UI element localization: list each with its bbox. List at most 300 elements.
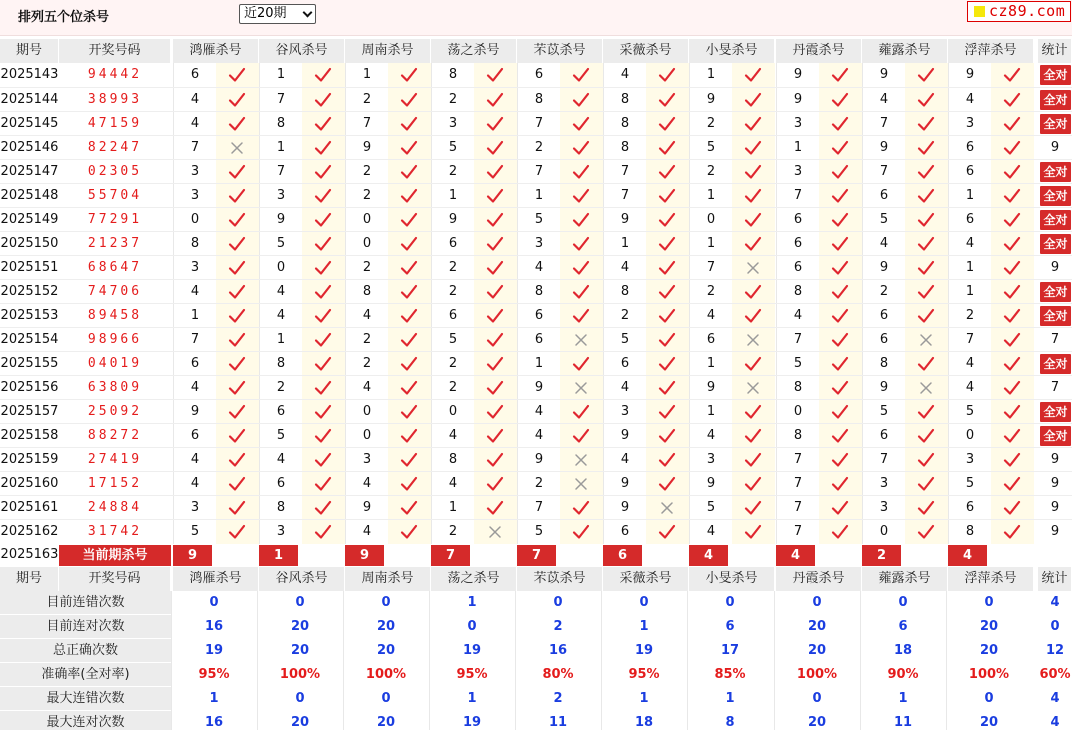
check-icon [831, 91, 849, 109]
result-mark [991, 304, 1034, 328]
kill-number: 8 [776, 376, 819, 400]
cross-icon [572, 475, 590, 493]
check-icon [658, 259, 676, 277]
check-icon [314, 451, 332, 469]
check-icon [400, 523, 418, 541]
col-header-method: 浮萍杀号 [948, 39, 1034, 63]
check-icon [831, 235, 849, 253]
check-icon [744, 187, 762, 205]
stats-value: 17 [720, 643, 740, 658]
check-icon [572, 307, 590, 325]
check-icon [400, 355, 418, 373]
stats-value: 0 [639, 595, 649, 610]
result-mark [560, 400, 603, 424]
check-icon [917, 259, 935, 277]
check-icon [744, 235, 762, 253]
check-icon [658, 451, 676, 469]
check-icon [658, 163, 676, 181]
check-icon [228, 355, 246, 373]
result-mark [216, 184, 259, 208]
check-icon [572, 115, 590, 133]
result-mark [819, 256, 862, 280]
result-mark [474, 280, 517, 304]
cross-icon [658, 499, 676, 517]
draw-number: 25092 [87, 404, 143, 419]
stats-label: 最大连对次数 [0, 711, 171, 730]
check-icon [658, 91, 676, 109]
stats-value: 20 [290, 619, 310, 634]
column-divider [515, 663, 516, 687]
issue-number: 2025154 [0, 332, 59, 347]
result-mark [819, 400, 862, 424]
column-divider [171, 591, 172, 615]
result-mark [388, 328, 431, 352]
kill-number: 9 [603, 424, 646, 448]
column-divider [601, 639, 602, 663]
check-icon [917, 139, 935, 157]
check-icon [1003, 66, 1021, 84]
result-mark [991, 136, 1034, 160]
draw-number: 98966 [87, 332, 143, 347]
stats-value: 20 [979, 715, 999, 730]
table-row [0, 159, 1072, 183]
result-mark [474, 136, 517, 160]
kill-number: 1 [259, 136, 302, 160]
check-icon [486, 235, 504, 253]
check-icon [400, 259, 418, 277]
result-mark [991, 424, 1034, 448]
check-icon [228, 283, 246, 301]
result-mark [560, 256, 603, 280]
result-mark [388, 376, 431, 400]
kill-number: 6 [948, 208, 991, 232]
result-mark [905, 232, 948, 256]
result-mark [905, 112, 948, 136]
check-icon [917, 355, 935, 373]
stats-value: 20 [807, 643, 827, 658]
check-icon [228, 403, 246, 421]
result-mark [560, 424, 603, 448]
kill-number: 0 [948, 424, 991, 448]
kill-number: 4 [948, 352, 991, 376]
result-mark [819, 208, 862, 232]
result-mark [819, 280, 862, 304]
stats-value: 100% [279, 667, 321, 682]
result-mark [560, 88, 603, 112]
issue-number: 2025150 [0, 236, 59, 251]
kill-number: 4 [948, 232, 991, 256]
stats-value: 1 [467, 595, 477, 610]
kill-number: 3 [689, 448, 732, 472]
result-mark [388, 496, 431, 520]
check-icon [486, 283, 504, 301]
kill-number: 0 [689, 208, 732, 232]
kill-number: 3 [862, 496, 905, 520]
check-icon [228, 187, 246, 205]
draw-number: 88272 [87, 428, 143, 443]
result-mark [216, 256, 259, 280]
cross-icon [486, 523, 504, 541]
kill-number: 0 [259, 256, 302, 280]
result-mark [905, 184, 948, 208]
kill-number: 0 [431, 400, 474, 424]
check-icon [314, 211, 332, 229]
result-mark [216, 376, 259, 400]
check-icon [314, 235, 332, 253]
result-mark [560, 136, 603, 160]
kill-number: 9 [345, 136, 388, 160]
result-mark [474, 208, 517, 232]
all-correct-badge: 全对 [1040, 426, 1071, 446]
result-mark [560, 472, 603, 496]
kill-number: 8 [259, 496, 302, 520]
result-mark [905, 328, 948, 352]
kill-number: 5 [259, 424, 302, 448]
stats-value: 0 [984, 691, 994, 706]
kill-number: 9 [776, 88, 819, 112]
check-icon [744, 66, 762, 84]
col-header-issue: 期号 [0, 567, 59, 591]
col-header-stat: 统计 [1038, 39, 1072, 63]
column-divider [171, 639, 172, 663]
stats-value: 20 [376, 643, 396, 658]
kill-number: 0 [345, 208, 388, 232]
check-icon [486, 163, 504, 181]
check-icon [572, 66, 590, 84]
stats-value: 2 [553, 619, 563, 634]
result-mark [302, 112, 345, 136]
table-row [0, 327, 1072, 351]
result-mark [302, 328, 345, 352]
kill-number: 0 [776, 400, 819, 424]
check-icon [572, 427, 590, 445]
kill-number: 6 [173, 63, 216, 87]
kill-number: 1 [776, 136, 819, 160]
table-row [0, 447, 1072, 471]
check-icon [658, 187, 676, 205]
stats-value: 95% [628, 667, 660, 682]
result-mark [388, 136, 431, 160]
check-icon [831, 427, 849, 445]
result-mark [646, 63, 689, 87]
result-mark [905, 256, 948, 280]
draw-number: 89458 [87, 308, 143, 323]
result-mark [819, 304, 862, 328]
result-mark [646, 424, 689, 448]
check-icon [917, 235, 935, 253]
result-mark [216, 496, 259, 520]
top-bar [0, 0, 1072, 36]
result-mark [991, 232, 1034, 256]
kill-number: 6 [431, 232, 474, 256]
stats-value: 20 [376, 619, 396, 634]
kill-number: 1 [517, 184, 560, 208]
check-icon [486, 403, 504, 421]
check-icon [831, 163, 849, 181]
col-header-method: 周南杀号 [345, 39, 431, 63]
result-mark [388, 472, 431, 496]
result-mark [991, 256, 1034, 280]
result-mark [302, 352, 345, 376]
kill-number: 6 [689, 328, 732, 352]
check-icon [1003, 259, 1021, 277]
result-mark [646, 472, 689, 496]
result-mark [732, 88, 775, 112]
check-icon [658, 211, 676, 229]
result-mark [302, 520, 345, 544]
table-row [0, 183, 1072, 207]
col-header-method: 丹霞杀号 [776, 39, 862, 63]
kill-number: 4 [173, 280, 216, 304]
check-icon [572, 283, 590, 301]
result-mark [560, 112, 603, 136]
column-divider [429, 687, 430, 711]
check-icon [400, 307, 418, 325]
result-mark [646, 280, 689, 304]
kill-number: 7 [259, 160, 302, 184]
check-icon [658, 331, 676, 349]
result-mark [302, 472, 345, 496]
table-row [0, 87, 1072, 111]
column-divider [860, 687, 861, 711]
result-mark [216, 63, 259, 87]
kill-number: 1 [431, 184, 474, 208]
kill-number: 3 [517, 232, 560, 256]
column-divider [257, 615, 258, 639]
kill-number: 7 [776, 448, 819, 472]
check-icon [228, 115, 246, 133]
kill-number: 6 [948, 160, 991, 184]
check-icon [314, 139, 332, 157]
result-mark [474, 160, 517, 184]
kill-number: 3 [173, 160, 216, 184]
col-header-method: 周南杀号 [345, 567, 431, 591]
kill-number: 4 [517, 424, 560, 448]
result-mark [388, 304, 431, 328]
result-mark [732, 208, 775, 232]
kill-number: 6 [776, 256, 819, 280]
result-mark [732, 472, 775, 496]
kill-number: 1 [689, 352, 732, 376]
table-row [0, 423, 1072, 447]
result-mark [819, 424, 862, 448]
check-icon [658, 379, 676, 397]
stats-value: 1 [209, 691, 219, 706]
stats-row [0, 639, 1072, 663]
kill-number: 4 [862, 88, 905, 112]
kill-number: 8 [517, 280, 560, 304]
draw-number: 55704 [87, 188, 143, 203]
site-logo[interactable] [967, 1, 1071, 22]
check-icon [486, 259, 504, 277]
kill-number: 7 [776, 328, 819, 352]
check-icon [744, 451, 762, 469]
check-icon [658, 427, 676, 445]
check-icon [744, 115, 762, 133]
check-icon [658, 307, 676, 325]
column-divider [860, 591, 861, 615]
table-row [0, 495, 1072, 519]
col-header-method: 谷风杀号 [259, 39, 345, 63]
kill-number-table [0, 39, 1072, 730]
col-header-method: 芣苡杀号 [517, 39, 603, 63]
check-icon [572, 187, 590, 205]
cross-icon [572, 331, 590, 349]
kill-number: 4 [603, 376, 646, 400]
stats-row [0, 711, 1072, 730]
kill-number: 4 [345, 376, 388, 400]
check-icon [572, 499, 590, 517]
stats-value: 1 [898, 691, 908, 706]
kill-number: 0 [345, 400, 388, 424]
result-mark [302, 256, 345, 280]
kill-number: 9 [517, 376, 560, 400]
check-icon [314, 355, 332, 373]
result-mark [819, 136, 862, 160]
current-kill-number: 2 [862, 545, 901, 566]
check-icon [314, 283, 332, 301]
result-mark [388, 232, 431, 256]
kill-number: 7 [776, 472, 819, 496]
check-icon [486, 475, 504, 493]
check-icon [744, 283, 762, 301]
check-icon [917, 91, 935, 109]
result-mark [819, 88, 862, 112]
result-mark [732, 376, 775, 400]
check-icon [314, 307, 332, 325]
result-mark [732, 280, 775, 304]
result-mark [474, 63, 517, 87]
kill-number: 2 [517, 136, 560, 160]
current-kill-number: 4 [776, 545, 815, 566]
stats-total: 4 [1050, 595, 1060, 610]
column-divider [601, 663, 602, 687]
stats-value: 19 [204, 643, 224, 658]
result-mark [819, 496, 862, 520]
kill-number: 8 [603, 136, 646, 160]
draw-number: 47159 [87, 116, 143, 131]
col-header-stat: 统计 [1038, 567, 1072, 591]
result-mark [474, 184, 517, 208]
kill-number: 3 [173, 184, 216, 208]
stats-value: 16 [548, 643, 568, 658]
check-icon [917, 523, 935, 541]
result-mark [646, 208, 689, 232]
check-icon [744, 307, 762, 325]
check-icon [1003, 355, 1021, 373]
result-mark [732, 424, 775, 448]
kill-number: 1 [259, 63, 302, 87]
kill-number: 2 [689, 160, 732, 184]
kill-number: 4 [173, 88, 216, 112]
kill-number: 4 [603, 63, 646, 87]
draw-number: 31742 [87, 524, 143, 539]
result-mark [991, 160, 1034, 184]
kill-number: 9 [259, 208, 302, 232]
stats-value: 0 [812, 595, 822, 610]
result-mark [732, 448, 775, 472]
result-mark [560, 352, 603, 376]
check-icon [400, 163, 418, 181]
result-mark [388, 63, 431, 87]
result-mark [302, 496, 345, 520]
kill-number: 4 [603, 448, 646, 472]
result-mark [474, 112, 517, 136]
result-mark [732, 160, 775, 184]
column-divider [687, 615, 688, 639]
table-row [0, 111, 1072, 135]
result-mark [216, 304, 259, 328]
kill-number: 8 [431, 63, 474, 87]
stats-value: 85% [714, 667, 746, 682]
result-mark [819, 376, 862, 400]
check-icon [400, 115, 418, 133]
kill-number: 9 [689, 88, 732, 112]
draw-number: 17152 [87, 476, 143, 491]
kill-number: 7 [259, 88, 302, 112]
check-icon [228, 523, 246, 541]
kill-number: 2 [862, 280, 905, 304]
stats-value: 2 [553, 691, 563, 706]
kill-number: 5 [431, 136, 474, 160]
result-mark [819, 232, 862, 256]
result-mark [388, 208, 431, 232]
kill-number: 5 [776, 352, 819, 376]
table-header-row [0, 39, 1072, 63]
stats-total: 60% [1039, 667, 1071, 682]
check-icon [400, 427, 418, 445]
column-divider [343, 687, 344, 711]
stats-value: 0 [209, 595, 219, 610]
column-divider [946, 663, 947, 687]
kill-number: 9 [603, 496, 646, 520]
kill-number: 4 [259, 304, 302, 328]
column-divider [171, 687, 172, 711]
check-icon [400, 475, 418, 493]
stats-value: 0 [381, 691, 391, 706]
kill-number: 2 [517, 472, 560, 496]
check-icon [658, 235, 676, 253]
check-icon [831, 66, 849, 84]
range-select[interactable] [239, 4, 316, 24]
result-mark [388, 352, 431, 376]
check-icon [917, 187, 935, 205]
stats-value: 18 [634, 715, 654, 730]
result-mark [646, 136, 689, 160]
kill-number: 5 [259, 232, 302, 256]
kill-number: 5 [689, 496, 732, 520]
result-mark [474, 376, 517, 400]
kill-number: 0 [345, 232, 388, 256]
kill-number: 5 [517, 520, 560, 544]
kill-number: 1 [689, 400, 732, 424]
all-correct-badge: 全对 [1040, 162, 1071, 182]
result-mark [646, 88, 689, 112]
column-divider [429, 639, 430, 663]
table-row [0, 375, 1072, 399]
stats-total: 4 [1050, 691, 1060, 706]
kill-number: 3 [345, 448, 388, 472]
result-mark [560, 304, 603, 328]
result-mark [302, 160, 345, 184]
result-mark [302, 63, 345, 87]
kill-number: 5 [603, 328, 646, 352]
column-divider [860, 639, 861, 663]
column-divider [774, 591, 775, 615]
column-divider [429, 615, 430, 639]
stats-value: 90% [887, 667, 919, 682]
draw-number: 02305 [87, 164, 143, 179]
